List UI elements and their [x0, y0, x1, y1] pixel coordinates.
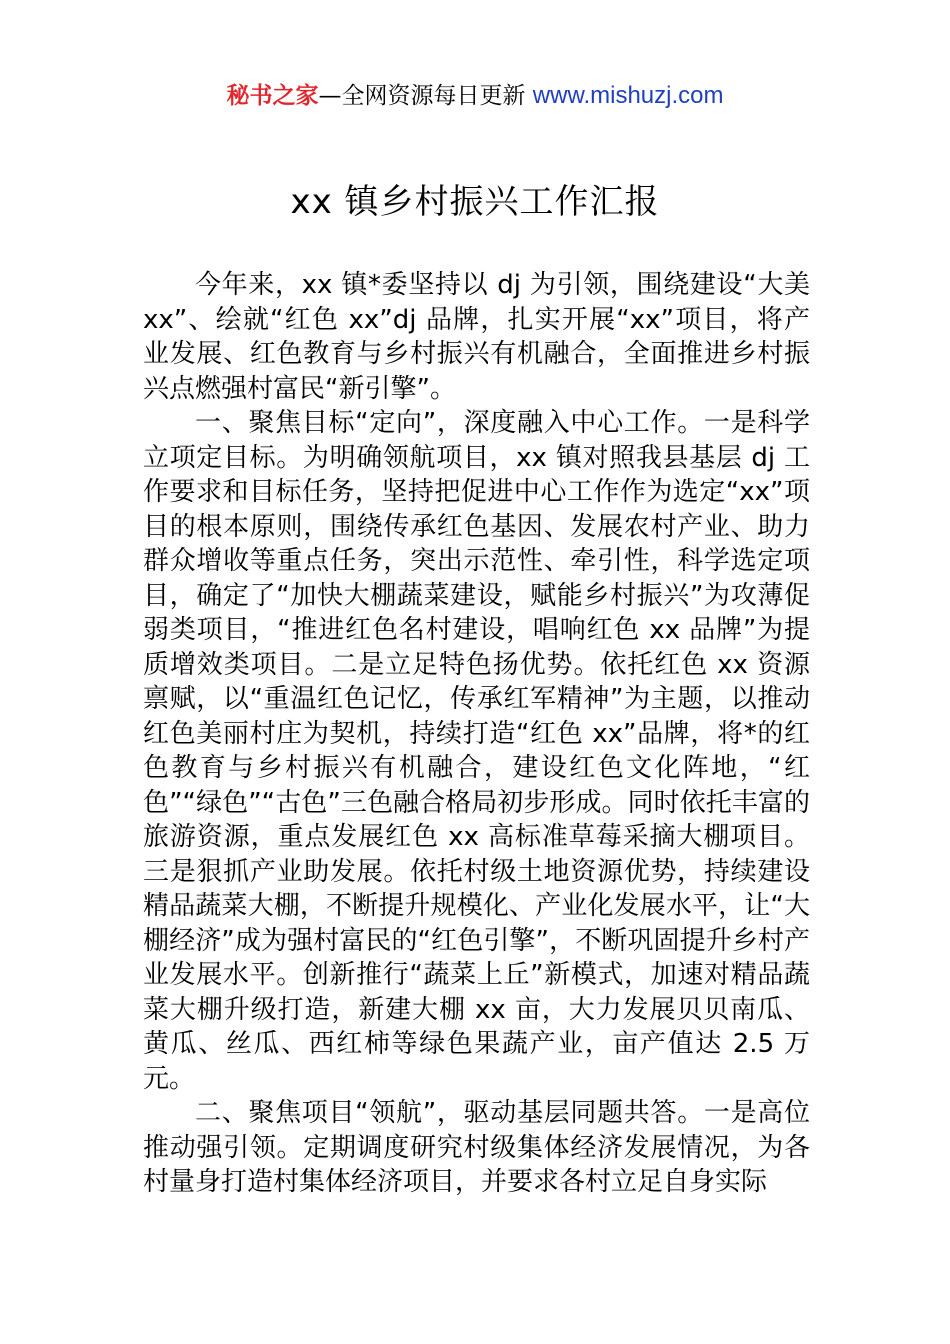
- paragraph-section-one: 一、聚焦目标“定向”，深度融入中心工作。一是科学立项定目标。为明确领航项目，xx 镇对照我县基层 dj 工作要求和目标任务，坚持把促进中心工作作为选定“xx”项目的根本原则，围绕传承红色基因、发展农村产业、助力群众增收等重点任务，突出示范性、牵引性，科学选定项目，确定了“加快大棚蔬菜建设，赋能乡村振兴”为攻薄促弱类项目，“推进红色名村建设，唱响红色 xx 品牌”为提质增效类项目。二是立足特色扬优势。依托红色 xx 资源禀赋，以“重温红色记忆，传承红军精神”为主题，以推动红色美丽村庄为契机，持续打造“红色 xx”品牌，将*的红色教育与乡村振兴有机融合，建设红色文化阵地，“红色”“绿色”“古色”三色融合格局初步形成。同时依托丰富的旅游资源，重点发展红色 xx 高标准草莓采摘大棚项目。三是狠抓产业助发展。依托村级土地资源优势，持续建设精品蔬菜大棚，不断提升规模化、产业化发展水平，让“大棚经济”成为强村富民的“红色引擎”，不断巩固提升乡村产业发展水平。创新推行“蔬菜上丘”新模式，加速对精品蔬菜大棚升级打造，新建大棚 xx 亩，大力发展贝贝南瓜、黄瓜、丝瓜、西红柿等绿色果蔬产业，亩产值达 2.5 万元。: [143, 408, 810, 1094]
- document-body: [143, 268, 810, 1200]
- paragraph-section-two: 二、聚焦项目“领航”，驱动基层同题共答。一是高位推动强引领。定期调度研究村级集体经济发展情况，为各村量身打造村集体经济项目，并要求各村立足自身实际: [143, 1098, 810, 1197]
- paragraph-intro: 今年来，xx 镇*委坚持以 dj 为引领，围绕建设“大美 xx”、绘就“红色 xx”dj 品牌，扎实开展“xx”项目，将产业发展、红色教育与乡村振兴有机融合，全面推进乡村振兴点燃强村富民“新引擎”。: [143, 270, 810, 404]
- document-title: xx 镇乡村振兴工作汇报: [290, 182, 660, 222]
- site-tagline: —全网资源每日更新: [318, 83, 533, 109]
- site-url-link[interactable]: www.mishuzj.com: [532, 82, 724, 109]
- site-header: [0, 80, 950, 112]
- site-brand[interactable]: 秘书之家: [226, 83, 319, 109]
